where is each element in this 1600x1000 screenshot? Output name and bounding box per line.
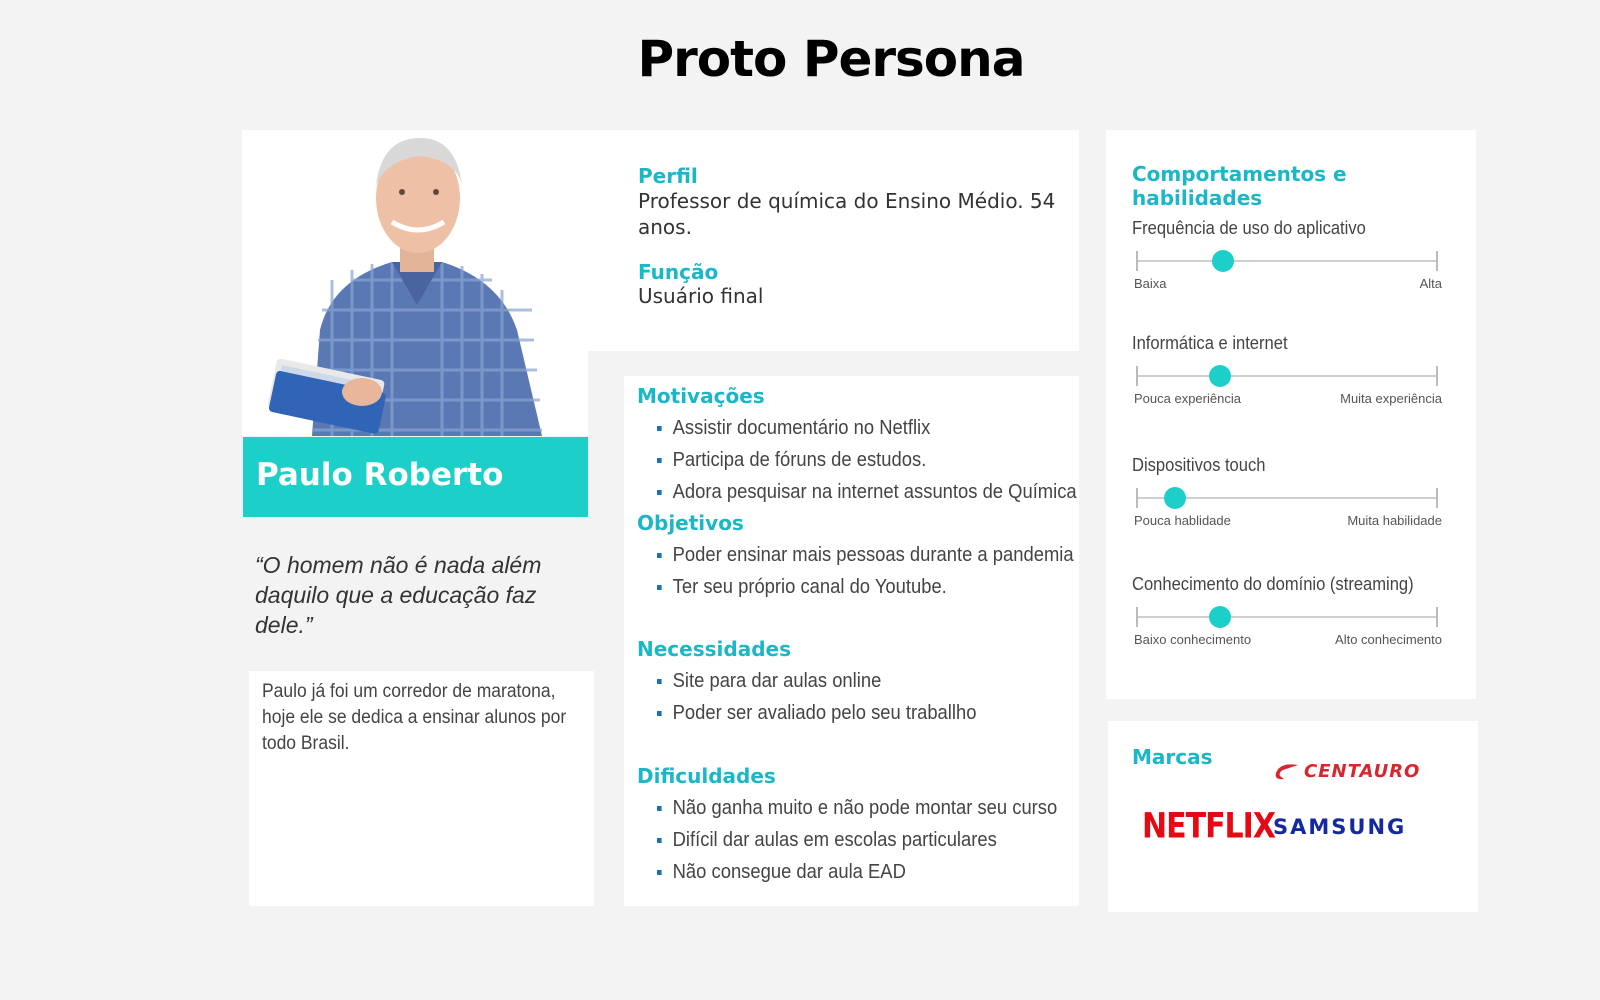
list-item: Site para dar aulas online bbox=[657, 665, 976, 697]
motivacoes-title: Motivações bbox=[637, 384, 765, 408]
slider-knob bbox=[1164, 487, 1186, 509]
list-item: Assistir documentário no Netflix bbox=[657, 412, 1077, 444]
slider-max-label: Muita habilidade bbox=[1347, 513, 1442, 528]
behaviors-card bbox=[1106, 130, 1476, 699]
slider-label: Conhecimento do domínio (streaming) bbox=[1132, 574, 1414, 594]
behaviors-title: Comportamentos e habilidades bbox=[1132, 162, 1347, 210]
slider-label: Dispositivos touch bbox=[1132, 455, 1266, 475]
slider-track bbox=[1136, 260, 1437, 262]
slider-knob bbox=[1212, 250, 1234, 272]
slider-domain-knowledge bbox=[1132, 574, 1452, 654]
perfil-text: Professor de química do Ensino Médio. 54 anos. bbox=[638, 189, 1056, 239]
profile-card bbox=[588, 130, 1079, 351]
slider-min-label: Pouca experiência bbox=[1134, 391, 1241, 406]
slider-tick bbox=[1136, 607, 1138, 627]
slider-app-frequency bbox=[1132, 218, 1452, 298]
slider-it-internet bbox=[1132, 333, 1452, 413]
motivacoes-section bbox=[637, 380, 1113, 508]
objetivos-title: Objetivos bbox=[637, 511, 744, 535]
list-item: Participa de fóruns de estudos. bbox=[657, 444, 1077, 476]
funcao-text: Usuário final bbox=[638, 284, 764, 308]
necessidades-section bbox=[637, 633, 1004, 729]
netflix-logo: NETFLIX bbox=[1142, 806, 1275, 847]
centauro-logo bbox=[1274, 761, 1420, 782]
slider-track bbox=[1136, 375, 1437, 377]
slider-label: Informática e internet bbox=[1132, 333, 1288, 353]
slider-max-label: Muita experiência bbox=[1340, 391, 1442, 406]
slider-max-label: Alto conhecimento bbox=[1335, 632, 1442, 647]
slider-min-label: Pouca hablidade bbox=[1134, 513, 1231, 528]
list-item: Ter seu próprio canal do Youtube. bbox=[657, 571, 1074, 603]
slider-knob bbox=[1209, 606, 1231, 628]
centauro-wordmark: CENTAURO bbox=[1304, 761, 1421, 782]
persona-photo bbox=[242, 130, 588, 436]
slider-tick bbox=[1436, 607, 1438, 627]
slider-knob bbox=[1209, 365, 1231, 387]
persona-name-bar bbox=[243, 437, 588, 517]
page-title: Proto Persona bbox=[637, 30, 1025, 88]
persona-quote: “O homem não é nada além daquilo que a educação faz dele.” bbox=[255, 550, 585, 640]
bio-text: Paulo já foi um corredor de maratona, hoje ele se dedica a ensinar alunos por todo Brasil. bbox=[262, 681, 567, 754]
slider-label: Frequência de uso do aplicativo bbox=[1132, 218, 1366, 238]
bio-card bbox=[249, 671, 594, 906]
necessidades-title: Necessidades bbox=[637, 637, 791, 661]
slider-tick bbox=[1436, 366, 1438, 386]
slider-touch-devices bbox=[1132, 455, 1452, 535]
funcao-title: Função bbox=[638, 260, 719, 284]
slider-min-label: Baixo conhecimento bbox=[1134, 632, 1252, 647]
list-item: Difícil dar aulas em escolas particulares bbox=[657, 824, 1057, 856]
list-item: Poder ensinar mais pessoas durante a pandemia bbox=[657, 539, 1074, 571]
slider-tick bbox=[1136, 488, 1138, 508]
brands-title: Marcas bbox=[1132, 745, 1213, 769]
persona-name: Paulo Roberto bbox=[256, 457, 504, 493]
samsung-logo: SAMSUNG bbox=[1273, 815, 1407, 839]
goals-card bbox=[624, 376, 1079, 906]
objetivos-section bbox=[637, 507, 1110, 603]
list-item: Poder ser avaliado pelo seu traballho bbox=[657, 697, 976, 729]
slider-track bbox=[1136, 616, 1437, 618]
slider-tick bbox=[1436, 488, 1438, 508]
list-item: Não ganha muito e não pode montar seu curso bbox=[657, 792, 1057, 824]
perfil-title: Perfil bbox=[638, 164, 698, 188]
slider-tick bbox=[1136, 366, 1138, 386]
slider-max-label: Alta bbox=[1419, 276, 1442, 291]
dificuldades-section bbox=[637, 760, 1092, 888]
slider-min-label: Baixa bbox=[1134, 276, 1167, 291]
centauro-swoosh-icon bbox=[1274, 763, 1300, 781]
list-item: Adora pesquisar na internet assuntos de Química bbox=[657, 476, 1077, 508]
dificuldades-title: Dificuldades bbox=[637, 764, 776, 788]
list-item: Não consegue dar aula EAD bbox=[657, 856, 1057, 888]
slider-tick bbox=[1136, 251, 1138, 271]
slider-tick bbox=[1436, 251, 1438, 271]
brands-card bbox=[1108, 721, 1478, 912]
